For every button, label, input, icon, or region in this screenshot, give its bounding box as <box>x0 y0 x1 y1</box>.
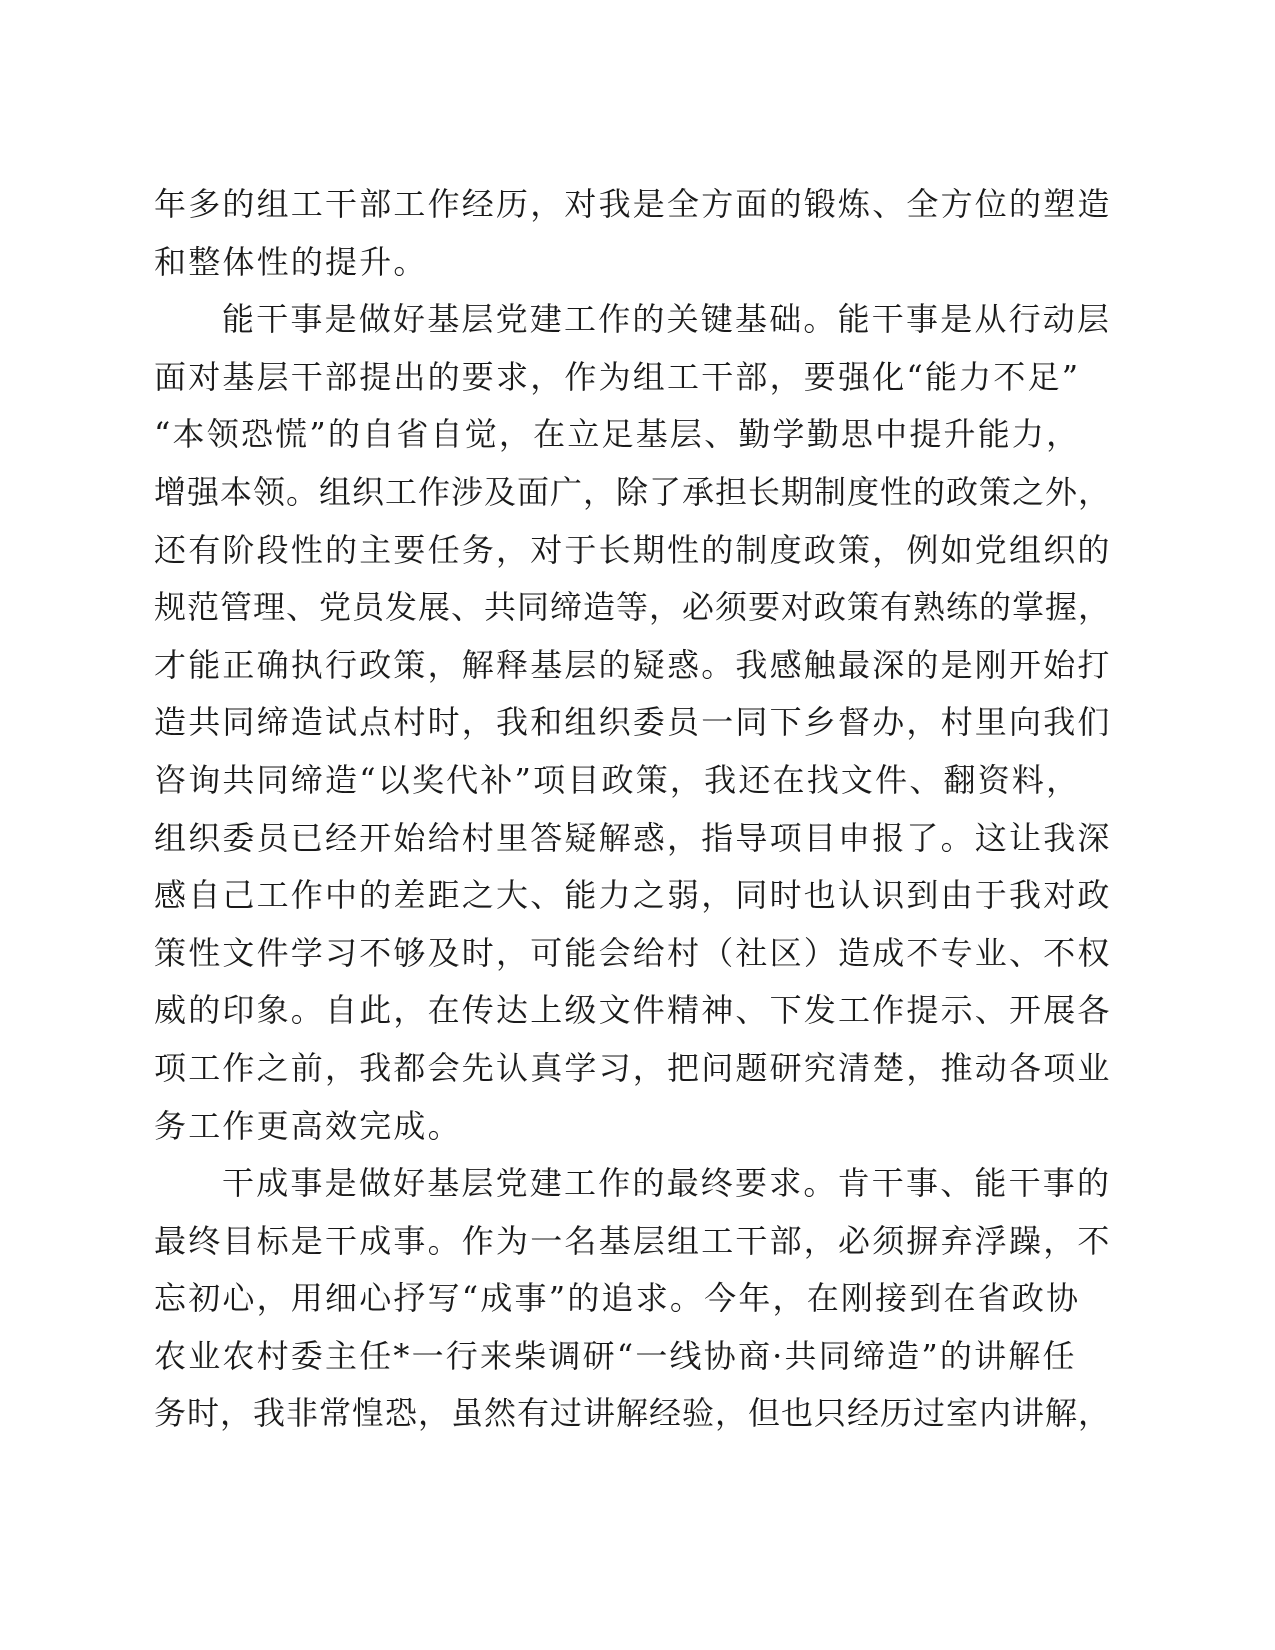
text-line: 务工作更高效完成。 <box>154 1106 462 1145</box>
text-line: 才能正确执行政策，解释基层的疑惑。我感触最深的是刚开始打 <box>154 645 1112 684</box>
text-line: 最终目标是干成事。作为一名基层组工干部，必须摒弃浮躁，不 <box>154 1221 1112 1260</box>
text-line: 项工作之前，我都会先认真学习，把问题研究清楚，推动各项业 <box>154 1048 1112 1087</box>
text-line: 和整体性的提升。 <box>154 242 428 281</box>
text-line: 感自己工作中的差距之大、能力之弱，同时也认识到由于我对政 <box>154 876 1112 915</box>
text-line: 威的印象。自此，在传达上级文件精神、下发工作提示、开展各 <box>154 991 1112 1030</box>
text-line: “本领恐慌”的自省自觉，在立足基层、勤学勤思中提升能力， <box>154 415 1081 454</box>
text-line: 忘初心，用细心抒写“成事”的追求。今年，在刚接到在省政协 <box>154 1279 1081 1318</box>
document-body <box>154 176 1114 1443</box>
text-line: 组织委员已经开始给村里答疑解惑，指导项目申报了。这让我深 <box>154 818 1112 857</box>
text-line: 还有阶段性的主要任务，对于长期性的制度政策，例如党组织的 <box>154 530 1112 569</box>
text-line: 咨询共同缔造“以奖代补”项目政策，我还在找文件、翻资料， <box>154 760 1081 799</box>
text-line: 面对基层干部提出的要求，作为组工干部，要强化“能力不足” <box>154 357 1081 396</box>
text-line: 年多的组工干部工作经历，对我是全方面的锻炼、全方位的塑造 <box>154 185 1112 223</box>
text-line: 策性文件学习不够及时，可能会给村（社区）造成不专业、不权 <box>154 933 1112 972</box>
text-line: 造共同缔造试点村时，我和组织委员一同下乡督办，村里向我们 <box>154 703 1112 742</box>
text-line: 增强本领。组织工作涉及面广，除了承担长期制度性的政策之外， <box>154 472 1112 511</box>
text-line: 务时，我非常惶恐，虽然有过讲解经验，但也只经历过室内讲解， <box>154 1394 1112 1433</box>
paragraph-first-line: 能干事是做好基层党建工作的关键基础。能干事是从行动层 <box>222 300 1112 339</box>
paragraph-first-line: 干成事是做好基层党建工作的最终要求。肯干事、能干事的 <box>222 1164 1112 1203</box>
text-line: 农业农村委主任*一行来柴调研“一线协商·共同缔造”的讲解任 <box>154 1336 1077 1375</box>
text-line: 规范管理、党员发展、共同缔造等，必须要对政策有熟练的掌握， <box>154 588 1112 627</box>
